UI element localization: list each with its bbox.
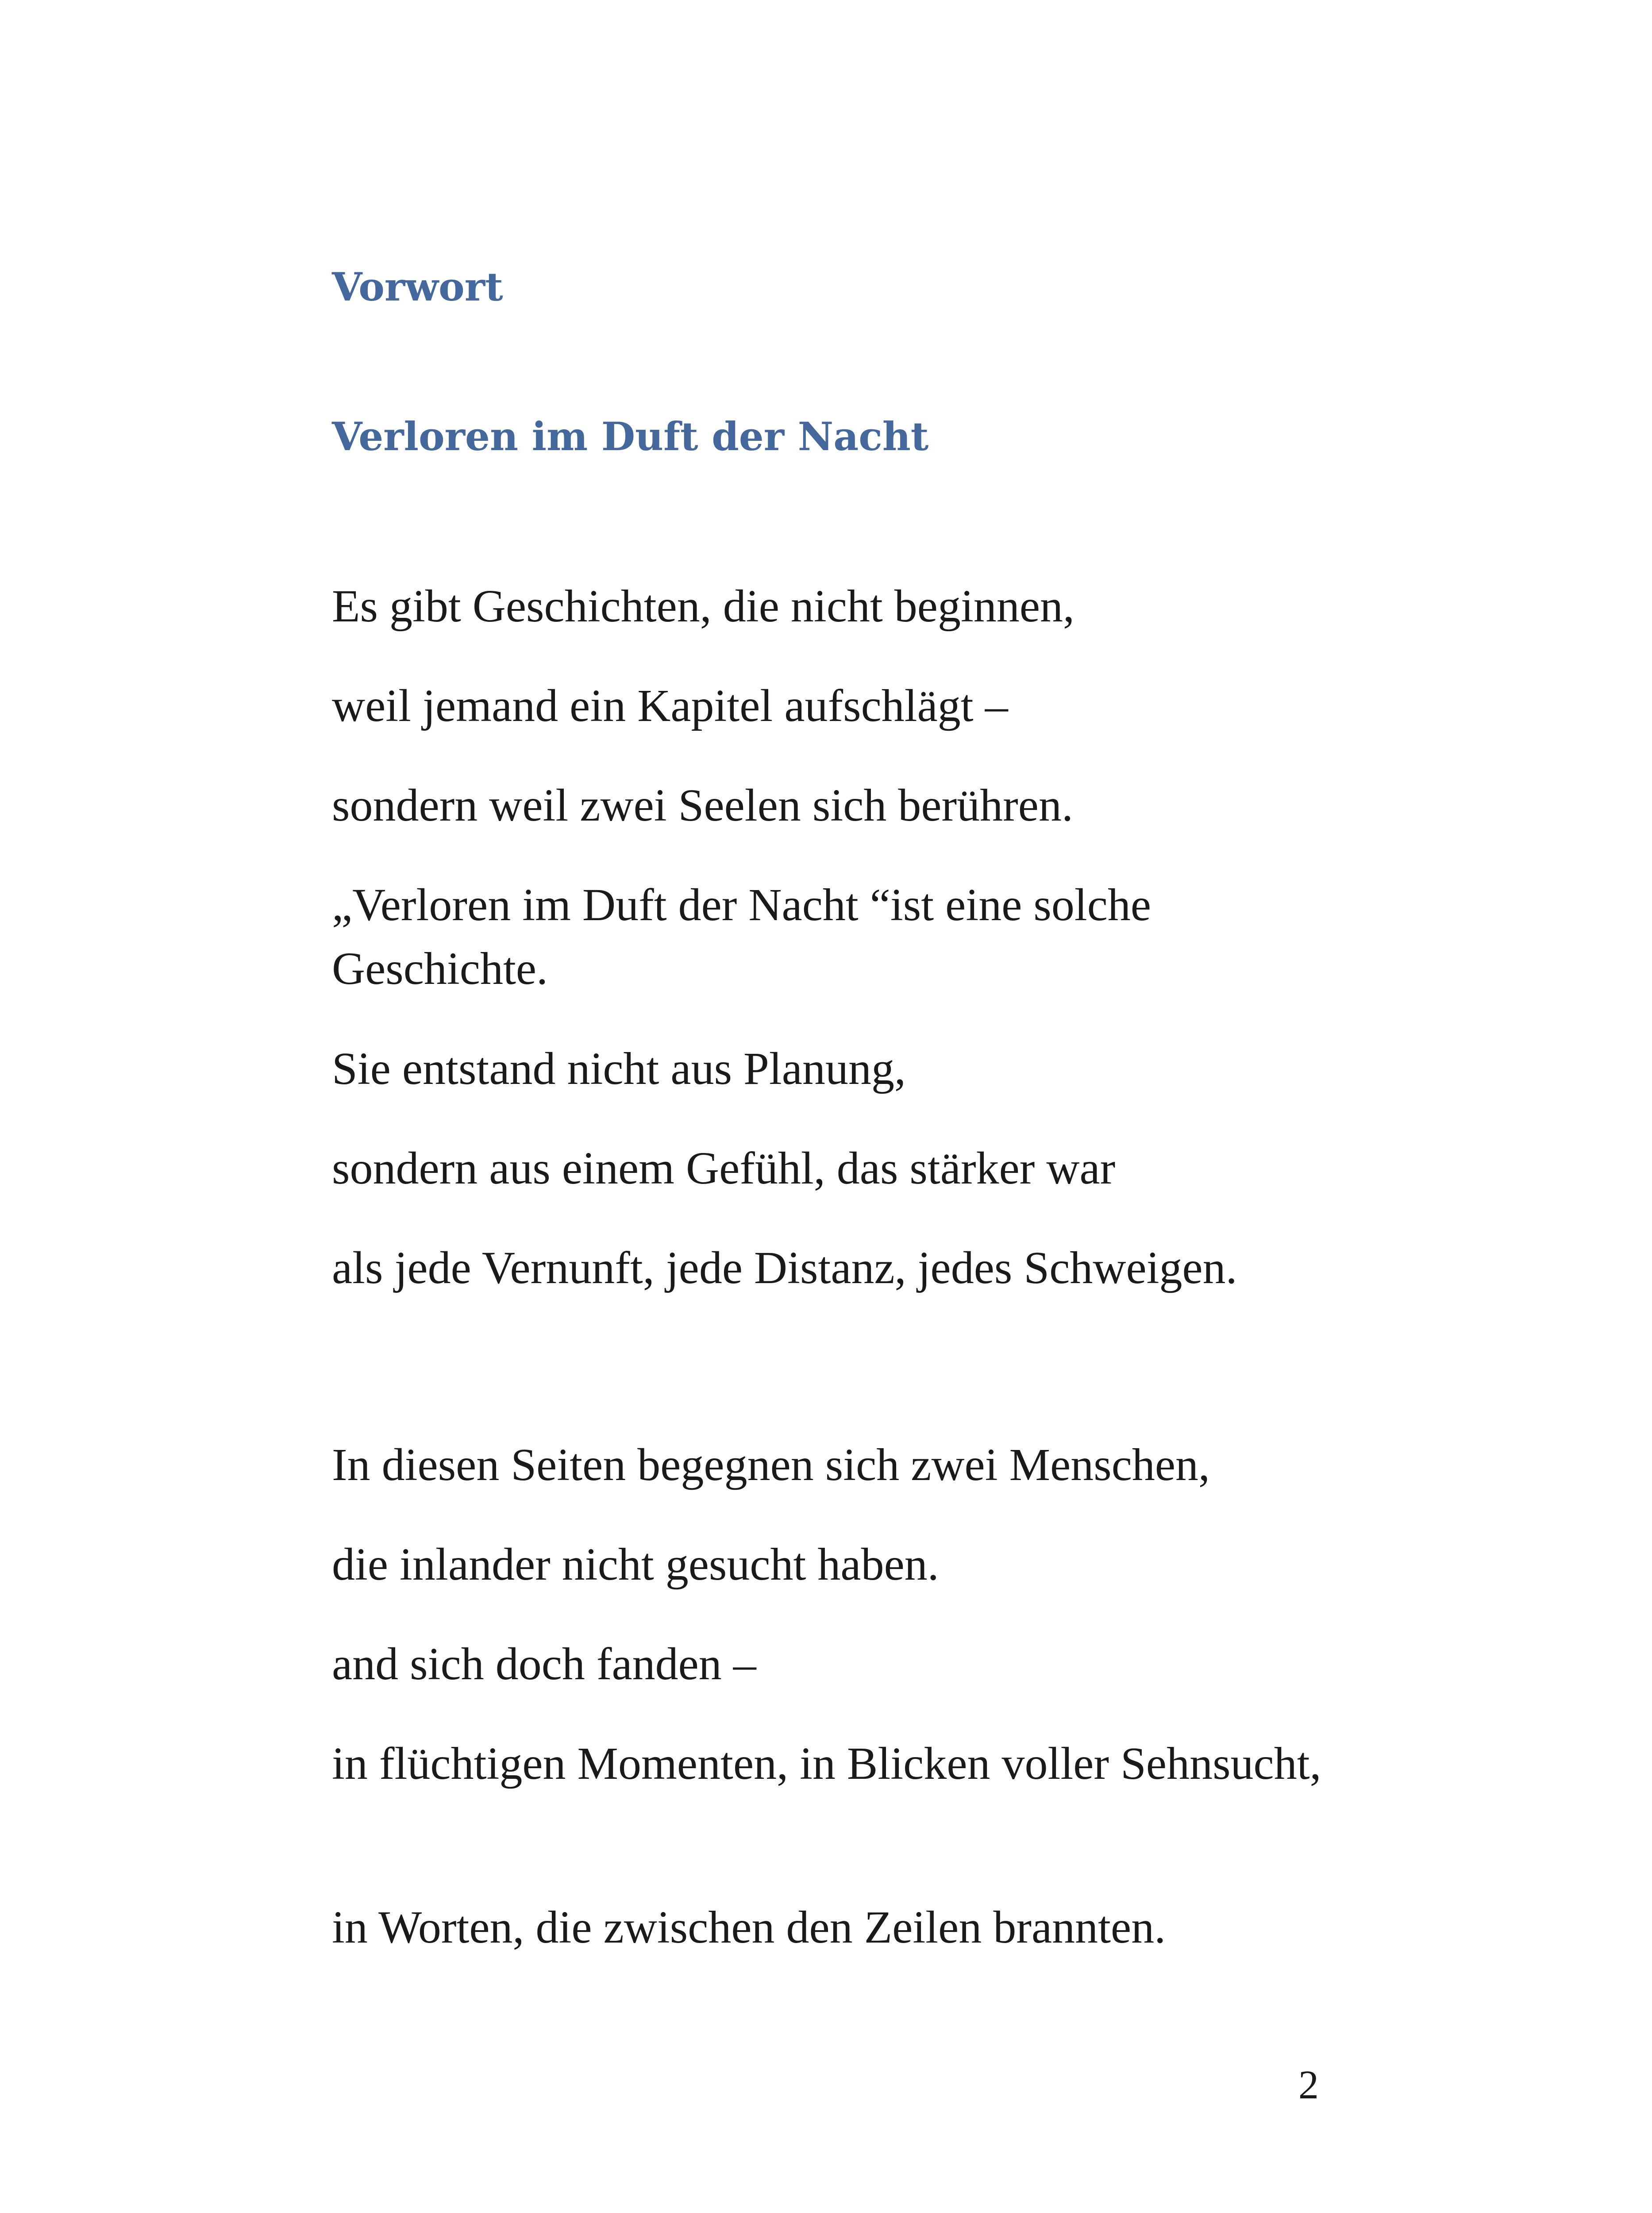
paragraph: and sich doch fanden – <box>332 1639 756 1689</box>
paragraph: sondern weil zwei Seelen sich berühren. <box>332 780 1073 831</box>
page-number: 2 <box>1298 2062 1319 2107</box>
paragraph: weil jemand ein Kapitel aufschlägt – <box>332 680 1008 731</box>
paragraph: Sie entstand nicht aus Planung, <box>332 1043 906 1094</box>
paragraph: Es gibt Geschichten, die nicht beginnen, <box>332 581 1075 632</box>
paragraph: in Worten, die zwischen den Zeilen brannten. <box>332 1902 1166 1953</box>
paragraph: die inlander nicht gesucht haben. <box>332 1539 939 1590</box>
section-heading: Vorwort <box>332 264 503 310</box>
paragraph: In diesen Seiten begegnen sich zwei Menschen, <box>332 1439 1210 1490</box>
chapter-title: Verloren im Duft der Nacht <box>332 413 929 459</box>
paragraph: sondern aus einem Gefühl, das stärker war <box>332 1143 1116 1194</box>
paragraph: in flüchtigen Momenten, in Blicken voller Sehnsucht, <box>332 1738 1321 1789</box>
paragraph: „Verloren im Duft der Nacht “ist eine solche Geschichte. <box>332 879 1151 994</box>
paragraph: als jede Vernunft, jede Distanz, jedes Schweigen. <box>332 1242 1237 1293</box>
